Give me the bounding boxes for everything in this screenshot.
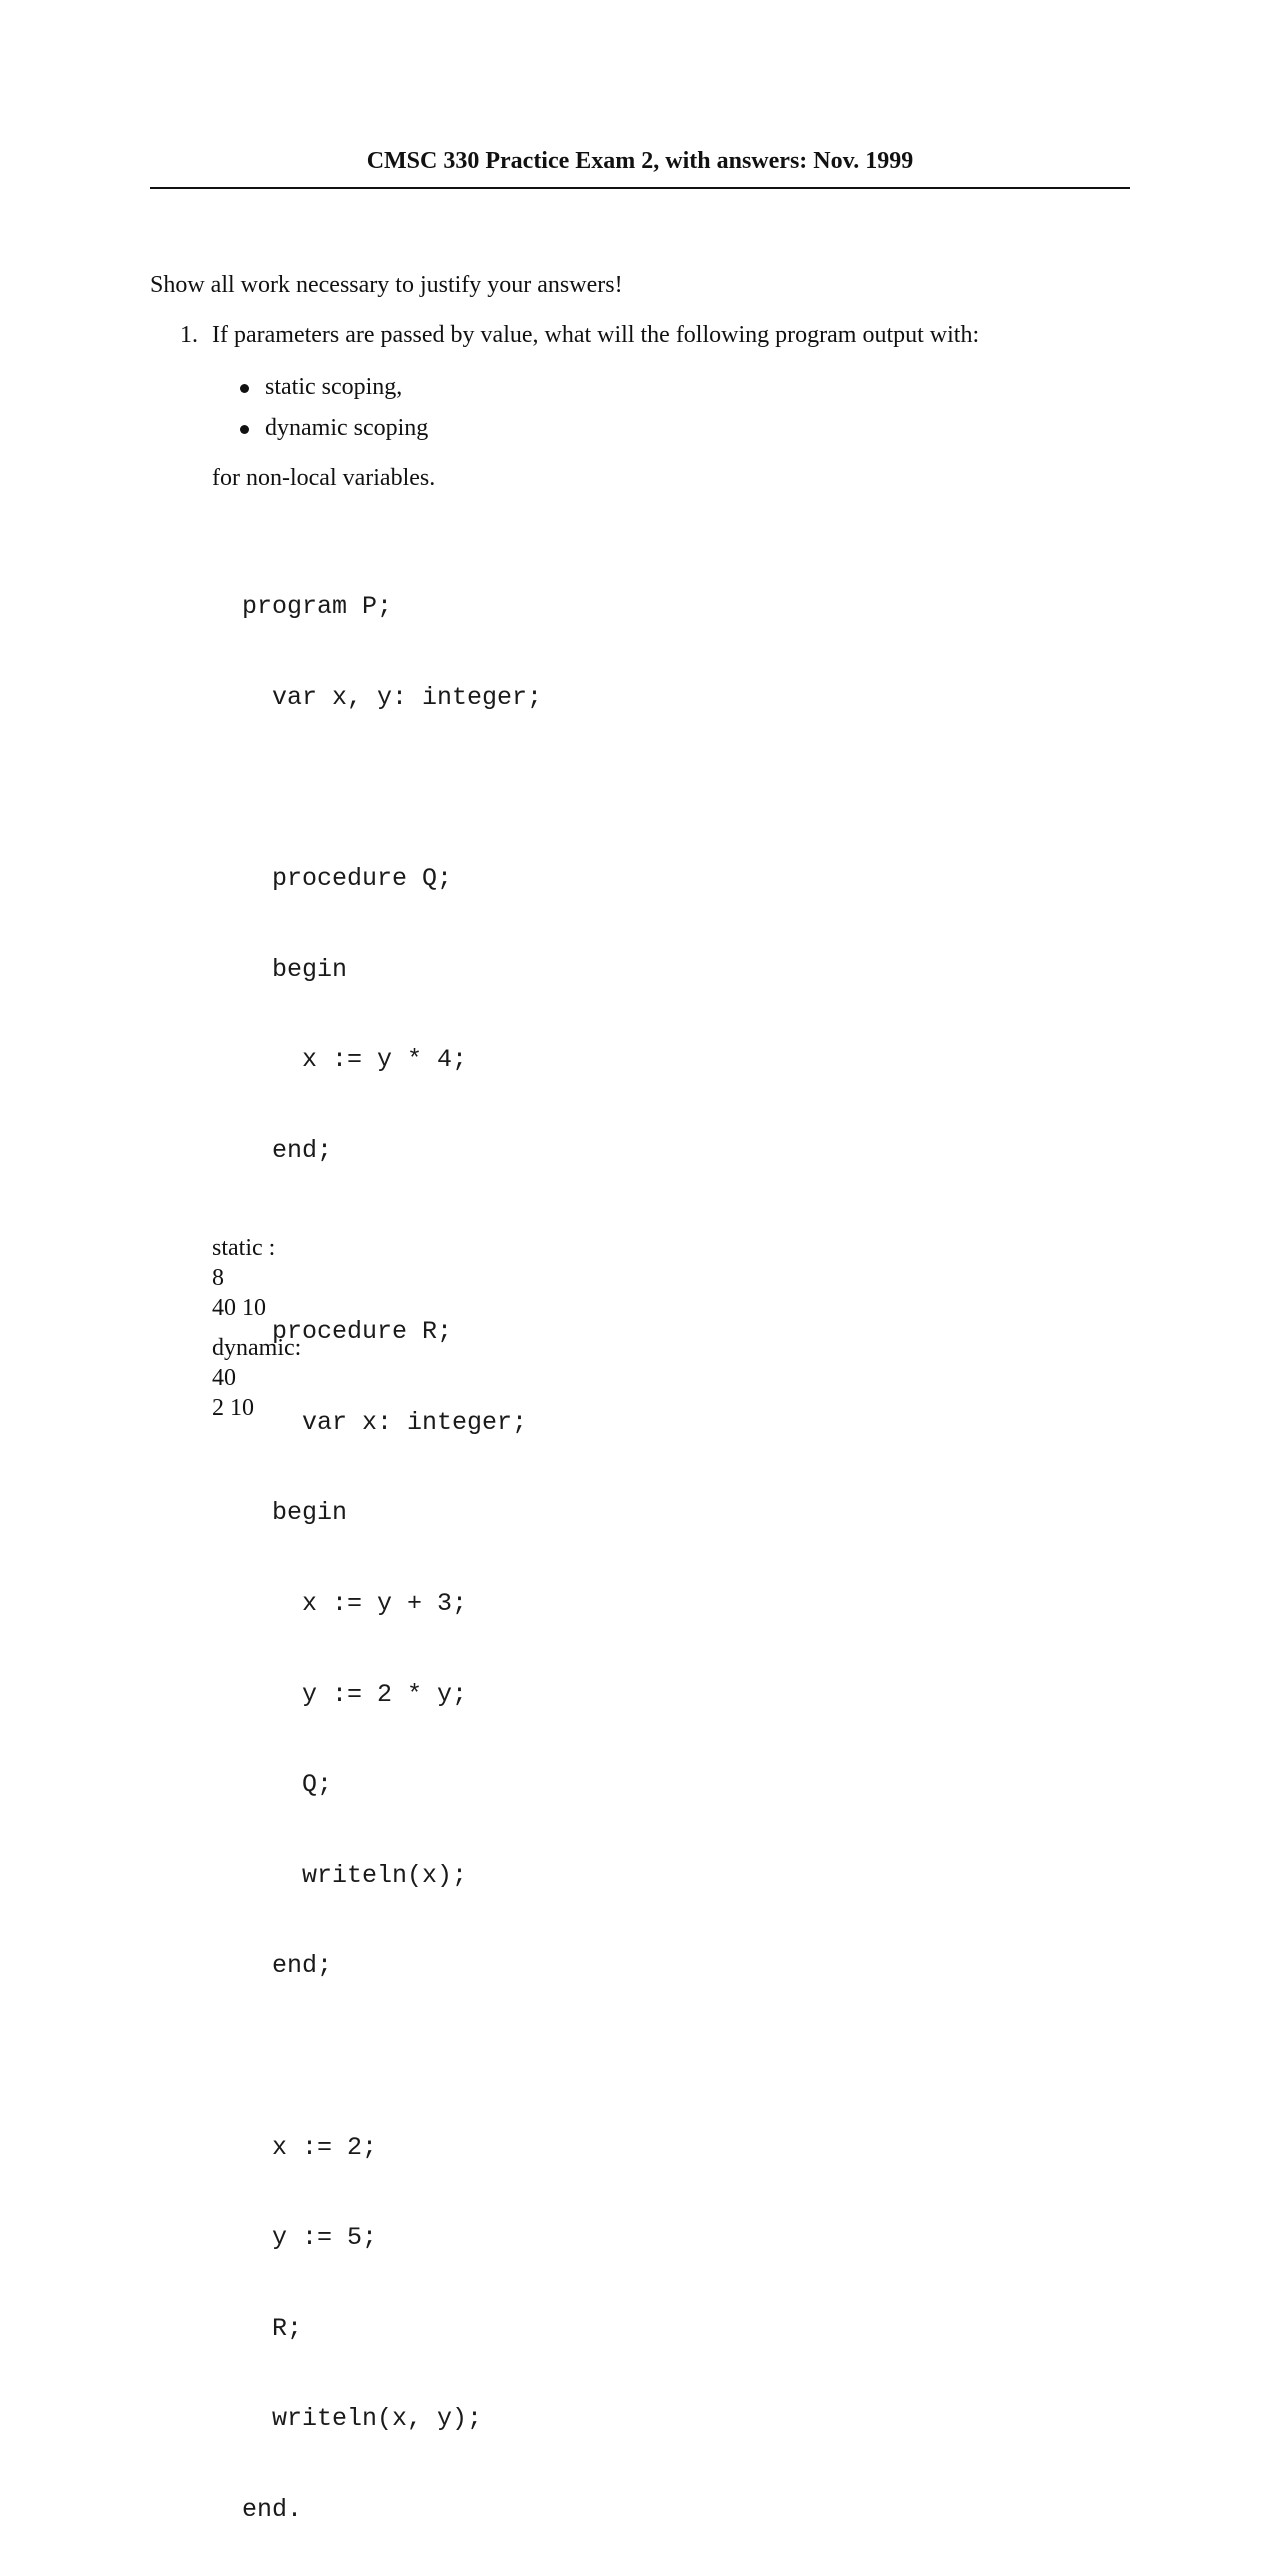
code-line: end. [242,2494,303,2524]
code-line: writeln(x, y); [242,2404,483,2434]
static-answer [212,1233,275,1323]
code-line: end; [242,1951,333,1981]
code-line: var x, y: integer; [242,683,543,712]
code-line: var x: integer; [242,1407,528,1437]
code-line: x := y + 3; [242,1588,468,1618]
code-listing [242,532,542,2555]
static-answer-line: 8 [212,1265,224,1291]
static-answer-label: static : [212,1235,276,1261]
bullet-icon [240,384,249,393]
option-dynamic-scoping: dynamic scoping [265,415,429,441]
dynamic-answer [212,1333,301,1423]
question-text: If parameters are passed by value, what will the following program output with: [212,322,980,348]
dynamic-answer-label: dynamic: [212,1335,302,1361]
code-line [242,774,542,804]
dynamic-answer-line: 40 [212,1365,236,1391]
scoping-options-list [240,371,428,453]
code-line [242,2042,542,2072]
list-item [240,412,428,453]
code-line: x := 2; [242,2132,378,2162]
code-line: begin [242,1498,348,1528]
code-line: end; [242,1135,333,1165]
code-line: writeln(x); [242,1860,468,1890]
code-line: program P; [242,592,393,622]
option-static-scoping: static scoping, [265,374,403,400]
code-line: y := 5; [242,2223,378,2253]
code-line: begin [242,954,348,984]
title-divider [150,187,1130,189]
instructions-text: Show all work necessary to justify your answers! [150,272,623,298]
code-line: procedure Q; [242,864,453,894]
code-line: R; [242,2313,303,2343]
code-line: Q; [242,1770,333,1800]
static-answer-line: 40 10 [212,1295,266,1321]
list-item [240,371,428,412]
question-number: 1. [180,322,198,348]
code-line: x := y * 4; [242,1045,468,1075]
page-title: CMSC 330 Practice Exam 2, with answers: Nov. 1999 [366,148,914,174]
code-line: procedure R; [242,1317,453,1347]
bullet-icon [240,425,249,434]
question-trailer: for non-local variables. [212,465,436,491]
code-line: y := 2 * y; [242,1679,468,1709]
code-line [242,1227,542,1257]
dynamic-answer-line: 2 10 [212,1395,254,1421]
